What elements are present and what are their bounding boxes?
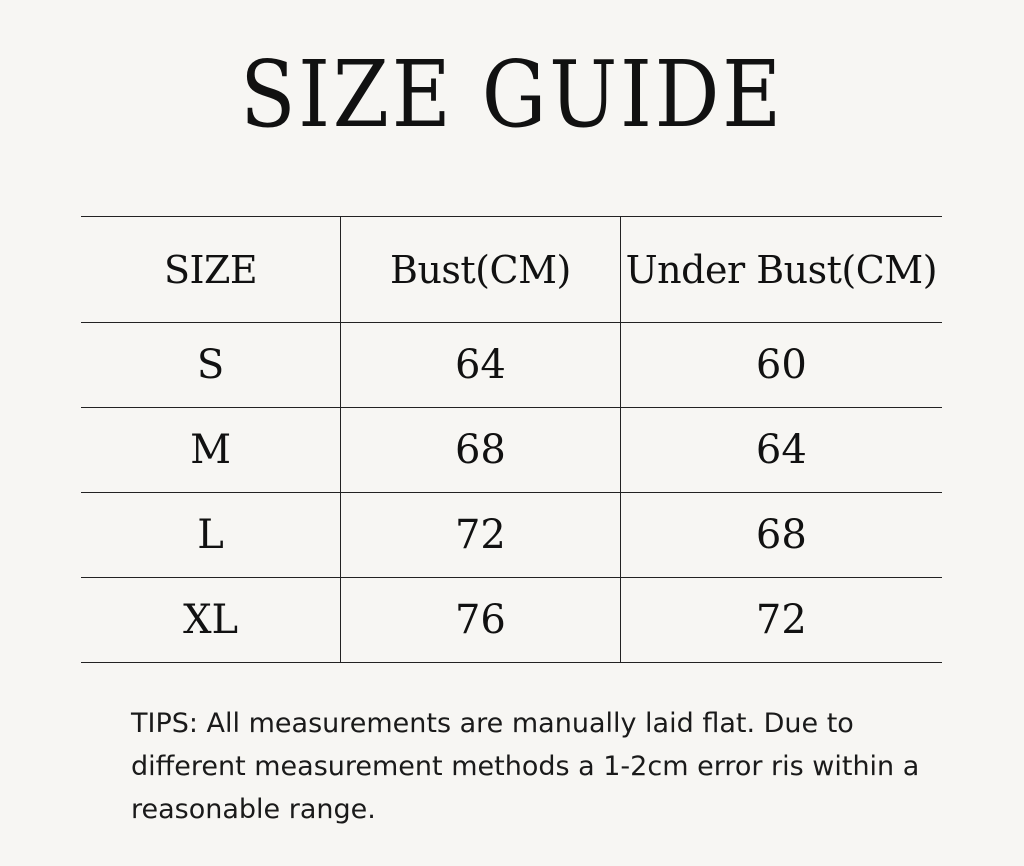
table-row [81, 408, 942, 493]
table-row [81, 493, 942, 578]
column-header-size: SIZE [81, 217, 341, 323]
table-row [81, 323, 942, 408]
measurement-tips: TIPS: All measurements are manually laid flat. Due to different measurement methods a 1-2cm error ris within a reasonable range. [131, 708, 920, 825]
size-chart-table [81, 216, 942, 663]
bust-cell: 64 [341, 323, 621, 408]
under-bust-cell: 72 [620, 578, 942, 663]
size-cell: L [81, 493, 341, 578]
table-row [81, 578, 942, 663]
bust-cell: 72 [341, 493, 621, 578]
bust-cell: 76 [341, 578, 621, 663]
size-cell: XL [81, 578, 341, 663]
column-header-bust: Bust(CM) [341, 217, 621, 323]
bust-cell: 68 [341, 408, 621, 493]
size-cell: S [81, 323, 341, 408]
under-bust-cell: 68 [620, 493, 942, 578]
under-bust-cell: 60 [620, 323, 942, 408]
column-header-under-bust: Under Bust(CM) [620, 217, 942, 323]
table-header-row [81, 217, 942, 323]
page-title: SIZE GUIDE [240, 41, 784, 148]
under-bust-cell: 64 [620, 408, 942, 493]
size-cell: M [81, 408, 341, 493]
